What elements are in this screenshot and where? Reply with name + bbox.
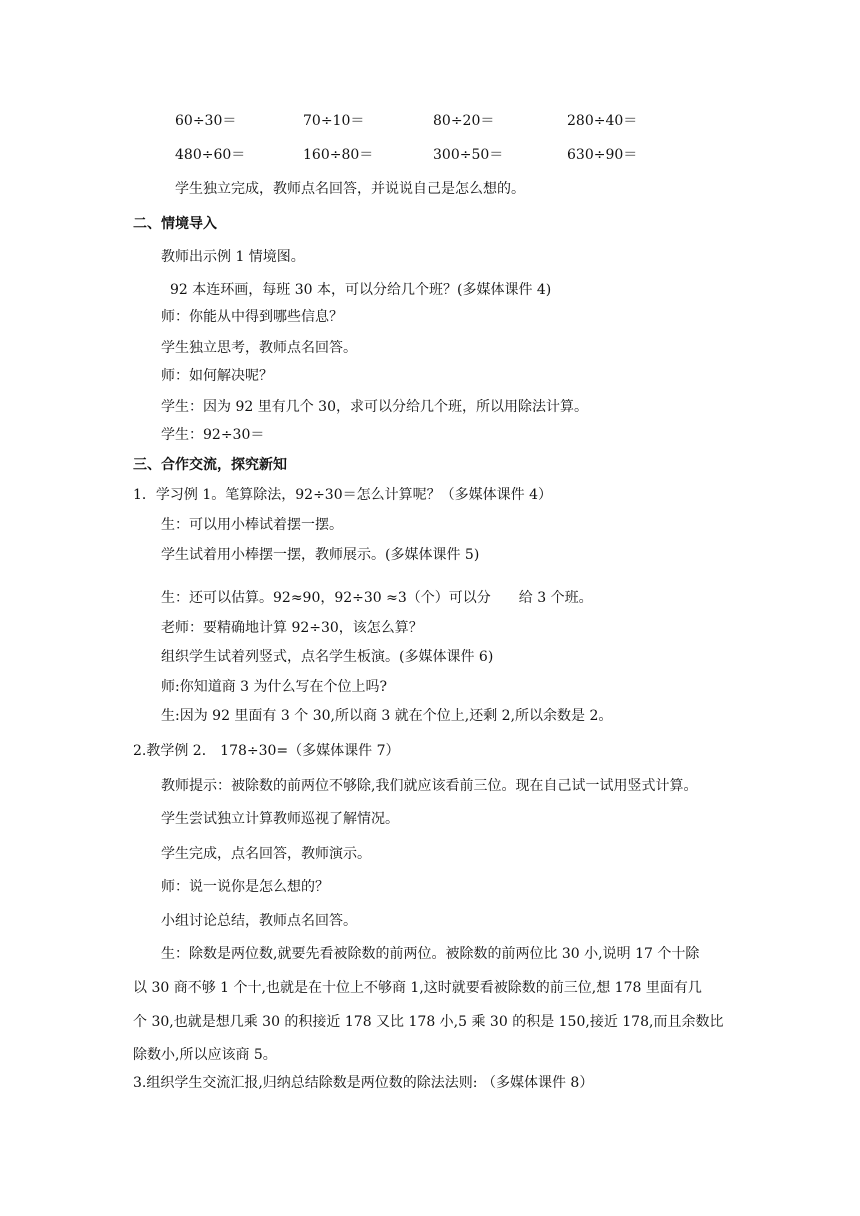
paragraph: 师：如何解决呢？ [161,368,273,384]
paragraph: 学生试着用小棒摆一摆，教师展示。(多媒体课件 5) [161,547,480,563]
exercise-item: 80÷20＝ [433,113,495,129]
paragraph: 生：除数是两位数,就要先看被除数的前两位。被除数的前两位比 30 小,说明 17 个十除 [161,946,700,962]
section-heading: 三、合作交流，探究新知 [133,457,287,473]
exercise-item: 480÷60＝ [175,147,246,163]
paragraph: 学生：92÷30＝ [161,427,265,443]
paragraph: 教师提示：被除数的前两位不够除,我们就应该看前三位。现在自己试一试用竖式计算。 [161,778,698,794]
paragraph: 以 30 商不够 1 个十,也就是在十位上不够商 1,这时就要看被除数的前三位,想 178 里面有几 [133,980,702,996]
paragraph: 学生完成，点名回答，教师演示。 [161,846,371,862]
exercise-item: 70÷10＝ [303,113,365,129]
paragraph: 生：可以用小棒试着摆一摆。 [161,517,343,533]
paragraph: 小组讨论总结，教师点名回答。 [161,913,357,929]
paragraph: 学生尝试独立计算教师巡视了解情况。 [161,811,399,827]
exercise-item: 60÷30＝ [175,113,237,129]
paragraph: 个 30,也就是想几乘 30 的积接近 178 又比 178 小,5 乘 30 的积是 150,接近 178,而且余数比 [133,1014,724,1030]
paragraph: 生:因为 92 里面有 3 个 30,所以商 3 就在个位上,还剩 2,所以余数是 2。 [161,708,613,724]
paragraph: 教师出示例 1 情境图。 [161,249,305,265]
section-heading: 二、情境导入 [133,216,217,232]
paragraph: 学生：因为 92 里有几个 30，求可以分给几个班，所以用除法计算。 [161,399,588,415]
paragraph: 师：你能从中得到哪些信息？ [161,309,343,325]
paragraph: 老师：要精确地计算 92÷30，该怎么算？ [161,620,423,636]
exercise-item: 300÷50＝ [433,147,504,163]
paragraph: 除数小,所以应该商 5。 [133,1047,277,1063]
paragraph: 师:你知道商 3 为什么写在个位上吗? [161,679,388,695]
paragraph: 1．学习例 1。笔算除法，92÷30＝怎么计算呢？（多媒体课件 4） [133,487,552,503]
exercise-item: 630÷90＝ [567,147,638,163]
paragraph: 师：说一说你是怎么想的？ [161,879,329,895]
exercise-item: 160÷80＝ [303,147,374,163]
exercise-item: 280÷40＝ [567,113,638,129]
paragraph: 学生独立思考，教师点名回答。 [161,340,357,356]
paragraph: 92 本连环画，每班 30 本，可以分给几个班？(多媒体课件 4) [170,282,552,298]
paragraph: 学生独立完成，教师点名回答，并说说自己是怎么想的。 [175,181,525,197]
paragraph: 组织学生试着列竖式，点名学生板演。(多媒体课件 6) [161,649,494,665]
paragraph: 2.教学例 2． 178÷30=（多媒体课件 7） [133,743,400,759]
paragraph: 生：还可以估算。92≈90，92÷30 ≈3（个）可以分 给 3 个班。 [161,590,593,606]
paragraph: 3.组织学生交流汇报,归纳总结除数是两位数的除法法则: （多媒体课件 8） [133,1075,594,1091]
